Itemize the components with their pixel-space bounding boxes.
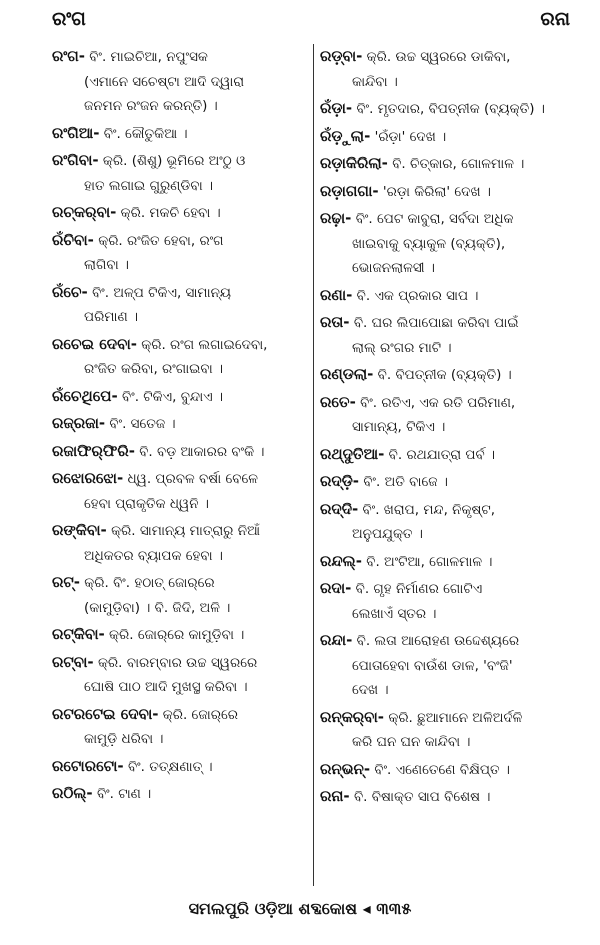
dictionary-entry <box>52 280 310 330</box>
entry-line <box>52 518 310 544</box>
entry-line <box>52 280 310 306</box>
entry-definition: ଜନମନ ରଂଜନ କରନ୍ତି) । <box>84 98 218 114</box>
entry-line <box>52 94 310 119</box>
entry-line <box>52 44 310 70</box>
entry-definition: କ୍ରି. ଉଚ୍ଚ ସ୍ୱରରେ ଡାକିବା, <box>366 49 511 65</box>
dictionary-entry <box>320 628 578 703</box>
dictionary-entry <box>320 705 578 755</box>
entry-headword: ରଜ୍‌ରଜା- <box>52 414 106 432</box>
entry-definition: ବି. ଗୃହ ନିର୍ମାଣର ଗୋଟିଏ <box>355 581 483 597</box>
entry-line <box>320 497 578 523</box>
entry-line <box>52 622 310 648</box>
dictionary-entry <box>52 570 310 620</box>
entry-line <box>320 654 578 679</box>
entry-line <box>320 730 578 755</box>
entry-definition: ବିଂ. ଏଣେତେଣେ ବିକ୍ଷିପ୍ତ । <box>374 761 510 778</box>
entry-line <box>52 650 310 676</box>
entry-definition: କ୍ରି. ରଂଗ ଲଗାଇଦେବା, <box>141 336 268 353</box>
entry-line <box>320 678 578 703</box>
dictionary-entry <box>320 442 578 468</box>
dictionary-entry <box>320 784 578 810</box>
entry-line <box>52 439 310 465</box>
dictionary-entry <box>320 469 578 495</box>
entry-definition: (କାମୁଡ଼ିବା) । ବି. ଜିଦି, ଅଳି । <box>84 599 231 616</box>
guide-word-right: ରନା <box>540 8 570 30</box>
dictionary-entry <box>52 466 310 516</box>
entry-definition: ବିଂ. ମୃତଦାର, ବିପତ୍ନୀକ (ବ୍ୟକ୍ତି) । <box>356 101 545 117</box>
entry-headword: ରଢ଼ା- <box>320 209 352 227</box>
entry-line <box>52 253 310 278</box>
entry-line <box>52 781 310 807</box>
entry-headword: ରଥ୍‌ଦୁତିଆ- <box>320 444 385 463</box>
dictionary-entry <box>320 757 578 783</box>
entry-headword: ରଂଗିବା- <box>52 151 99 169</box>
entry-definition: ବିଂ. ଖରାପ, ମନ୍ଦ, ନିକୃଷ୍ଟ, <box>362 501 496 518</box>
entry-line <box>320 179 578 205</box>
entry-definition: ବି. ଏକ ପ୍ରକାର ସାପ । <box>356 287 479 304</box>
entry-definition: ବି. ଚିତ୍କାର, ଗୋଳମାଳ । <box>392 156 525 172</box>
entry-line <box>320 44 578 70</box>
entry-definition: କାମୁଡ଼ି ଧରିବା । <box>84 731 164 747</box>
entry-headword: ରଟୋରଟୋ- <box>52 756 124 775</box>
entry-line <box>320 336 578 361</box>
entry-definition: ଲାଗିବା । <box>84 257 130 273</box>
entry-line <box>320 576 578 602</box>
entry-headword: ରଁଡ଼ା- <box>320 99 353 117</box>
dictionary-entry <box>52 754 310 780</box>
dictionary-entry <box>52 622 310 648</box>
dictionary-entry <box>320 362 578 388</box>
entry-headword: ରଚ୍‌କର୍‌ବା- <box>52 203 117 221</box>
column-divider <box>313 44 314 886</box>
entry-headword: ରନ୍‌କର୍‌ବା- <box>320 707 385 726</box>
entry-definition: ଲାଲ୍ ରଂଗର ମାଟି । <box>352 339 452 356</box>
entry-definition: କ୍ରି. ରଂଜିତ ହେବା, ରଂଗ <box>98 232 224 249</box>
entry-line <box>52 305 310 330</box>
entry-headword: ରଚେଇ ଦେବା- <box>52 334 137 353</box>
entry-definition: ଲେଖାଏଁ ସ୍ତର । <box>352 605 437 622</box>
entry-headword: ରଟ୍- <box>52 573 80 591</box>
entry-line <box>52 357 310 382</box>
entry-line <box>320 256 578 281</box>
entry-headword: ରଙ୍କିବା- <box>52 521 107 539</box>
entry-headword: ରଜାଫିର୍‌ଫିରି- <box>52 441 135 460</box>
entry-line <box>320 124 578 150</box>
entry-headword: ରଂଗ- <box>52 47 85 65</box>
entry-line <box>320 602 578 627</box>
entry-line <box>320 151 578 177</box>
entry-headword: ରଁଚେ- <box>52 282 88 301</box>
entry-line <box>52 754 310 780</box>
entry-definition: ବି. ରଥଯାତ୍ରା ପର୍ବ । <box>388 446 496 463</box>
entry-headword: ରଟରଟେଇ ଦେବା- <box>52 704 159 723</box>
dictionary-entry <box>52 384 310 410</box>
entry-line <box>320 390 578 416</box>
entry-definition: ବିଂ. ପେଟ କାବୁରା, ସର୍ବଦା ଅଧିକ <box>355 211 514 227</box>
dictionary-entry <box>320 206 578 281</box>
entry-definition: କରି ଘନ ଘନ କାନ୍ଦିବା । <box>352 734 471 750</box>
entry-definition: ଭୋଜନଲାଳସୀ । <box>352 260 435 276</box>
entry-line <box>52 228 310 254</box>
entry-line <box>52 727 310 752</box>
entry-definition: କାନ୍ଦିବା । <box>352 73 398 90</box>
entry-line <box>320 206 578 232</box>
entry-line <box>320 362 578 388</box>
entry-definition: ଅଧିକତର ବ୍ୟାପକ ହେବା । <box>84 547 223 564</box>
dictionary-entry <box>320 44 578 94</box>
entry-line <box>320 705 578 731</box>
entry-line <box>52 70 310 95</box>
entry-line <box>320 469 578 495</box>
dictionary-entry <box>320 549 578 575</box>
entry-headword: ରଡ଼ାଗଗା- <box>320 181 379 200</box>
entry-line <box>52 570 310 596</box>
dictionary-entry <box>320 179 578 205</box>
entry-line <box>320 283 578 309</box>
entry-definition: କ୍ରି. ମକଚି ହେବା । <box>120 205 221 221</box>
entry-definition: କ୍ରି. (ଶିଶୁ) ଭୂମିରେ ଅଂଠୁ ଓ <box>102 153 246 169</box>
entry-definition: ଘୋଷି ପାଠ ଆଦି ମୁଖସ୍ଥ କରିବା । <box>84 679 248 695</box>
entry-definition: ଧ୍ୱ. ପ୍ରବଳ ବର୍ଷା ବେଳେ <box>127 471 259 487</box>
entry-definition: ବିଂ. ସତେଜ । <box>109 416 176 432</box>
entry-headword: ରଁଡ଼ୁଲା- <box>320 126 371 145</box>
entry-headword: ରନ୍‌ଭନ୍- <box>320 759 371 778</box>
entry-definition: (ଏମାନେ ସଚେଷ୍ଟା ଆଦି ଦ୍ୱାରା <box>84 73 245 90</box>
entry-definition: ବି. ବଡ଼ ଆକାରର ବଂକି । <box>139 443 265 460</box>
entry-definition: ବିଂ. ତତ୍‌କ୍ଷଣାତ୍ । <box>127 758 213 775</box>
entry-line <box>320 628 578 654</box>
entry-headword: ରଣ୍ଡଲା- <box>320 365 374 383</box>
dictionary-entry <box>52 44 310 119</box>
entry-definition: ବିଂ. ଅତି ବାଜେ । <box>363 474 448 490</box>
dictionary-entry <box>52 411 310 437</box>
entry-headword: ରତା- <box>320 313 350 331</box>
entry-definition: ଖାଇବାକୁ ବ୍ୟାକୁଳ (ବ୍ୟକ୍ତି), <box>352 235 506 252</box>
entry-definition: ବିଂ. ରତିଏ, ଏକ ରତି ପରିମାଣ, <box>360 394 516 411</box>
entry-line <box>320 757 578 783</box>
entry-definition: ବିଂ. କୌତୁକିଆ । <box>103 125 188 142</box>
entry-line <box>52 411 310 437</box>
dictionary-entry <box>320 124 578 150</box>
entry-headword: ରଠିଲ୍- <box>52 784 93 802</box>
right-column <box>320 44 578 812</box>
guide-word-left: ରଂଗ <box>52 8 86 30</box>
entry-definition: କ୍ରି. ଜୋର୍‌ରେ କାମୁଡ଼ିବା । <box>109 627 245 643</box>
dictionary-entry <box>52 228 310 278</box>
entry-headword: ରଣା- <box>320 285 353 304</box>
entry-definition: ବିଂ. ଅଳ୍ପ ଟିକିଏ, ସାମାନ୍ୟ <box>92 284 232 301</box>
entry-definition: ବିଂ. ଟିକିଏ, ବୁନ୍ଦାଏ । <box>122 388 224 405</box>
entry-line <box>320 70 578 95</box>
entry-line <box>52 148 310 174</box>
dictionary-entry <box>52 650 310 700</box>
dictionary-entry <box>320 151 578 177</box>
entry-line <box>52 492 310 517</box>
entry-line <box>52 702 310 728</box>
entry-definition: 'ରଁଡ଼ା' ଦେଖ । <box>374 128 447 145</box>
entry-definition: ହେବା ପ୍ରାକୃତିକ ଧ୍ୱନି । <box>84 495 209 512</box>
entry-line <box>52 675 310 700</box>
entry-line <box>52 466 310 492</box>
entry-line <box>320 549 578 575</box>
entry-line <box>52 174 310 199</box>
page-footer: ସମଲପୁରି ଓଡ଼ିଆ ଶବ୍ଦକୋଷ ◂ ୩୩୫ <box>188 899 412 918</box>
dictionary-entry <box>320 576 578 626</box>
entry-headword: ରଦ୍‌ଡ଼ି- <box>320 472 360 490</box>
entry-line <box>320 442 578 468</box>
entry-definition: ବି. ବିପତ୍ନୀକ (ବ୍ୟକ୍ତି) । <box>377 367 512 383</box>
entry-definition: ଅନୁପଯୁକ୍ତ । <box>352 526 423 542</box>
dictionary-entry <box>320 283 578 309</box>
entry-definition: ବି. ଅଂଟିଆ, ଗୋଳମାଳ । <box>366 553 493 570</box>
dictionary-entry <box>52 518 310 568</box>
entry-headword: ରଂଗିଆ- <box>52 123 100 142</box>
entry-definition: ହାତ ଲଗାଇ ଗୁରୁଣ୍ଡିବା । <box>84 177 214 194</box>
entry-headword: ରଁଚିବା- <box>52 230 94 249</box>
entry-headword: ରଁଚେଥିପେ- <box>52 386 118 405</box>
entry-line <box>52 596 310 621</box>
entry-definition: ପରିମାଣ । <box>84 309 139 325</box>
dictionary-entry <box>52 332 310 382</box>
dictionary-entry <box>52 148 310 198</box>
dictionary-entry <box>320 497 578 547</box>
entry-line <box>320 522 578 547</box>
entry-headword: ରଡ଼ାକିରିଲା- <box>320 154 388 172</box>
entry-headword: ରଡ଼୍‌ବା- <box>320 47 363 65</box>
dictionary-entry <box>52 781 310 807</box>
dictionary-entry <box>52 200 310 226</box>
dictionary-entry <box>52 121 310 147</box>
entry-headword: ରଝୋରଝୋ- <box>52 469 124 487</box>
entry-headword: ରନ୍ଦଲ୍- <box>320 551 362 570</box>
entry-definition: କ୍ରି. ସାମାନ୍ୟ ମାତ୍ରାରୁ ନିଆଁ <box>111 523 261 539</box>
entry-line <box>320 784 578 810</box>
entry-definition: କ୍ରି. ଛୁଆମାନେ ଅଳିଅର୍ଦଳି <box>388 709 523 726</box>
entry-definition: ବି. ଘର ଲିପାପୋଛା କରିବା ପାଇଁ <box>353 315 519 331</box>
dictionary-entry <box>320 390 578 440</box>
entry-definition: ରଂଜିତ କରିବା, ରଂଗାଇବା । <box>84 361 224 377</box>
entry-definition: ପୋତାହେବା ବାଉଁଶ ଡାଳ, 'ବଂଜି' <box>352 657 513 674</box>
dictionary-entry <box>52 702 310 752</box>
dictionary-entry <box>52 439 310 465</box>
entry-line <box>320 310 578 336</box>
entry-definition: କ୍ରି. ଜୋର୍‌ରେ <box>162 706 238 723</box>
entry-headword: ରତେ- <box>320 392 356 411</box>
dictionary-entry <box>320 310 578 360</box>
entry-definition: ବିଂ. ଟାଣ । <box>96 786 152 802</box>
entry-headword: ରନ୍ଦା- <box>320 631 353 649</box>
entry-definition: କ୍ରି. ବାରମ୍ବାର ଉଚ୍ଚ ସ୍ୱରରେ <box>97 654 258 671</box>
entry-line <box>52 332 310 358</box>
entry-headword: ରଟ୍‌କିବା- <box>52 625 105 643</box>
entry-headword: ରଟ୍‌ବା- <box>52 652 94 671</box>
entry-line <box>320 96 578 122</box>
entry-line <box>52 384 310 410</box>
entry-definition: କ୍ରି. ବିଂ. ହଠାତ୍ ଜୋର୍‌ରେ <box>84 575 215 591</box>
entry-headword: ରଦା- <box>320 579 352 597</box>
entry-definition: ଦେଖ । <box>352 682 389 698</box>
entry-line <box>52 121 310 147</box>
entry-line <box>52 200 310 226</box>
entry-line <box>320 232 578 257</box>
entry-definition: ସାମାନ୍ୟ, ଟିକିଏ । <box>352 419 446 435</box>
entry-line <box>320 415 578 440</box>
entry-definition: ବିଂ. ମାଇଚିଆ, ନପୁଂସକ <box>89 49 208 65</box>
dictionary-entry <box>320 96 578 122</box>
entry-definition: ବି. ବିଷାକ୍ତ ସାପ ବିଶେଷ । <box>353 789 491 805</box>
entry-definition: ବି. ଲତା ଆରୋହଣ ଉଦ୍ଦେଶ୍ୟରେ <box>356 633 520 649</box>
entry-line <box>52 544 310 569</box>
entry-headword: ରନା- <box>320 787 350 805</box>
entry-headword: ରଦ୍‌ଦି- <box>320 499 359 518</box>
entry-definition: 'ରଡ଼ା କିରିଲା' ଦେଖ । <box>382 183 491 200</box>
left-column <box>52 44 310 809</box>
